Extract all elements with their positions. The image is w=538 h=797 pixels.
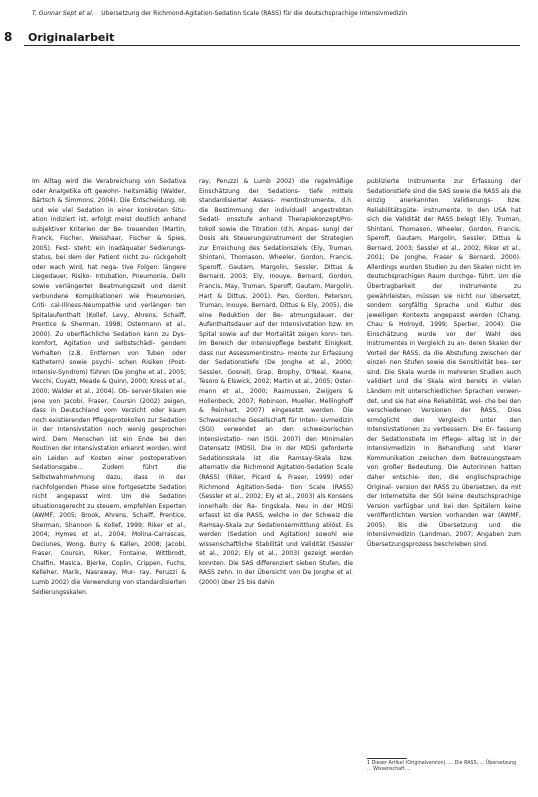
footnote: 1 Dieser Artikel (Originalversion). ... Die RASS, ... Übersetzung ... Wissenschaft ... <box>367 761 517 773</box>
footnote-divider <box>367 758 407 759</box>
running-head <box>32 10 522 18</box>
page-number: 8 <box>4 30 13 44</box>
column-2-text: ray, Peruzzi & Lumb 2002) die regelmäßige Einschätzung der Sedations- tiefe mittels standardisierter Assess- mentinstrumente, d.h. die Bestimmung der individuell angestrebten Sedati- onsstufe anhand Therapiekonzept/Pro- tokoll sowie die Titration (d.h. Anpas- sung) der Dosis als Steuerungsinstrument der Strategien zur Erreichung des Sedationsziels (Ely, Truman, Shintani, Thomason, Wheeler, Gordon, Francis, Speroff, Gautam, Margolin, Sessler, Dittus & Bernard, 2003; Ely, Inouye, Bernard, Gordon, Francis, May, Truman, Speroff, Gautam, Margolin, Hart & Dittus, 2001). Pan, Gordon, Peterson, Truman, Inouye, Bernard, Dittus & Ely, 2005), die eine Reduktion der Be- atmungsdauer, der Aufenthaltsdauer auf der Intensivstation bzw. im Spital sowie auf der Mortalität zeigen konn- ten. Im Bereich der Intensivpflege besteht Einigkeit, dass nur Assessmentinstru- mente zur Erfassung der Sedationstiefe (De Jonghe et al., 2000; Sessler, Gosnell, Grap, Brophy, O'Neal, Keane, Tesoro & Elswick, 2002; Martin et al., 2005; Oster- mann et al., 2000; Rasmussen, Zwijgers & Hollenbeck, 2007; Robinson, Mueller, Mellinghoff & Reinhart, 2007) eingesetzt werden. Die Schweizerische Gesellschaft für Inten- sivmedizin (SGI) verwendet an den schweizerischen Intensivstatio- nen (SGI, 2007) den Minimalen Datensatz (MDSi). Die in der MDSi geforderte Sedationsskala ist die Ramsay-Skala bzw. alternativ die Richmond Agitation-Sedation Scale (RASS) (Riker, Picard & Fraser, 1999) oder Richmond Agitation-Seda- tion Scale (RASS) (Sessler et al., 2002; Ely et al., 2003) als Konsens innerhalb der Ra- tingskala. Neu in der MDSi erfasst ist die RASS, welche in der Schweiz die Ramsay-Skala zur Sedationsermittlung ablöst. Es werden (Sedation und Agitation) sowohl wie wissenschaftliche Stabilität und Validität (Sessler et al., 2002; Ely et al., 2003) gezeigt werden konnten. Die SAS differenziert sieben Stufen, die RASS zehn. In der Übersicht von De Jonghe et al. (2000) über 25 bis dahin <box>199 178 353 586</box>
section-label: Originalarbeit <box>24 30 520 46</box>
text-column-1 <box>32 177 186 597</box>
text-column-2 <box>199 177 353 588</box>
column-3-text: publizierte Instrumente zur Erfassung der Sedationstiefe sind die SAS sowie die RASS als die einzig anerkannten Validierungs- bzw. Reliabilitätsgüte- instrumente. In den USA hat sich die Validität der RASS belegt (Ely, Truman, Shintani, Thomason, Wheeler, Gordon, Francis, Speroff, Gautam, Margolin, Sessler, Dittus & Bernard, 2003; Sessler et al., 2002; Riker et al., 2001; De Jonghe, Fraser & Bernard, 2000). Allerdings wurden Studien zu den Skalen nicht im deutschsprachigen Raum durchge- führt. Um die Übertragbarkeit der Instrumente zu gewährleisten, müssen sie nicht nur übersetzt, sondern sorgfältig Sprache und Kultur des jeweiligen Kontexts angepasst werden (Chang, Chau & Holroyd, 1999; Sperber, 2004). Die Einschätzung wurde vor der Wahl des Instrumentes in Vergleich zu an- deren Skalen der Vorteil der RASS, da die Abstufung zwischen der einzel- nen Stufen sowie die Sensitivität bes- ser sind. Die Skala wurde in mehreren Studien auch validiert und die Skala wird bereits in vielen Ländern mit unterschiedlichen Sprachen verwen- det, und sie hat eine Reliabilität, wel- che bei den verschiedenen Versionen der RASS. Dies ermöglicht den Vergleich unter den Intensivstationen zu verbessern. Die Er- fassung der Sedationstiefe im Pflege- alltag ist in der Intensivmedizin in Behandlung und klarer Kommunikation zwischen dem Betreuungsteam von großer Bedeutung. Die Autorinnen hatten daher entschie- den, die englischsprachige Original- version der RASS zu übersetzen, da mit der Internetsite der SGI keine deutschsprachige Version verfügbar und bei den Spitälern keine veröffentlichten Version vorhanden war (AWMF, 2005). Bis die Übersetzung und die Intensivmedizin (Landman, 2007; Angaben zum Übersetzungsprozess beschrieben sind. <box>367 178 521 548</box>
running-head-title: Übersetzung der Richmond-Agitation-Sedation Scale (RASS) für die deutschsprachige Intensivmedizin <box>101 10 408 17</box>
text-column-3 <box>367 177 521 549</box>
running-head-authors: T. Gunnar Sept et al. <box>32 10 94 17</box>
column-1-text: Im Alltag wird die Verabreichung von Sedativa oder Analgetika oft gewohn- heitsmäßig (Walder, Bärtsch & Simmons, 2004). Die Entscheidung, ob und wie viel Sedation in einer konkreten Situ- ation indiziert ist, erfolgt meist deutlich anhand subjektiver Kriterien der Be- treuenden (Martin, Franck, Fischer, Weisshaar, Fischer & Spies, 2005). Fest- steht: ein inadäquater Sedierungs- status, bei dem der Patient nicht zu- rückgeholt oder wach wird, hat nega- tive Folgen: längere Liegedauer, Risiko- Intubation, Pneumonie, Delir sowie verlängerter Beatmungszeit und damit verbundene Komplikationen wie Pneumonien, Criti- cal-Illness-Neuropathie und verlänger- ten Spitalaufenthalt (Kollef, Levy, Ahrens, Schaiff, Prentice & Sherman, 1998; Ostermann et al., 2000). Zu oberflächliche Sedation kann zu Dys- komfort, Agitation und selbstschädi- gendem Verhalten (z.B. Entfernen von Tuben oder Kathetern) sowie psychi- schen Risiken (Post-Intensiv-Syndrom) führen (De Jonghe et al., 2005; Vecchi, Cuyatt, Meade & Quinn, 2000; Kress et al., 2000; Walder et al., 2004). Ob- server-Skalen wie jene von Jacobi, Fraser, Coursin (2002) zeigen, dass in Deutschland vom Verzicht oder kaum noch existierenden Pflegeprotokollen zur Sedation in der Intensivstation noch wenig gesprochen wird. Dem Menschen ist ein Ende bei den Routinen der Intensivstation erkannt worden, wird ein Leiden auf Kosten einer postoperativen Sedationsgabe... Zudem führt die Selbstwahrnehmung dazu, dass in der nachfolgenden Phase eine fortgesetzte Sedation nicht angepasst wird. Um die Sedation situationsgerecht zu steuern, empfehlen Experten (AWMF, 2005; Brook, Ahrens, Schaiff, Prentice, Sherman, Shannon & Kollef, 1999; Riker et al., 2004; Hymes et al., 2004; Molina-Carrascas, Deciunes, Wong, Burry & Kallen, 2008; Jacobi, Fraser, Coursin, Riker, Fontaine, Wittbrodt, Chalfin, Masica, Bjerke, Coplin, Crippen, Fuchs, Kelleher, Marik, Nasraway, Mur- ray, Peruzzi & Lumb 2002) die Verwendung von standardisierten Sedierungsskalen. <box>32 178 186 596</box>
